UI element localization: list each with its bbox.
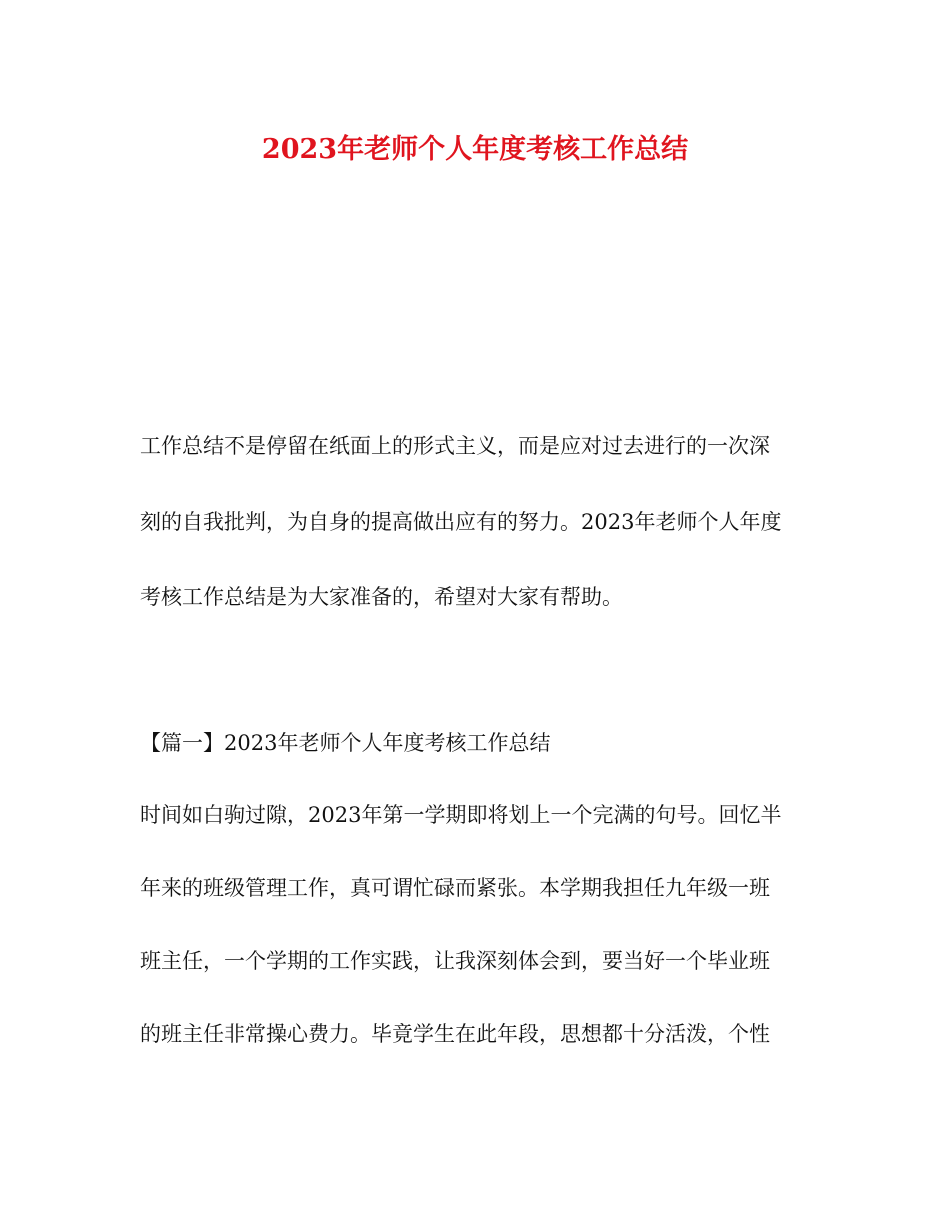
body-line: 年来的班级管理工作，真可谓忙碌而紧张。本学期我担任九年级一班	[140, 876, 770, 900]
body-line: 的班主任非常操心费力。毕竟学生在此年段，思想都十分活泼，个性	[140, 1022, 770, 1046]
body-line: 时间如白驹过隙，2023年第一学期即将划上一个完满的句号。回忆半	[140, 803, 782, 827]
intro-line: 考核工作总结是为大家准备的，希望对大家有帮助。	[140, 585, 623, 609]
section-heading: 【篇一】2023年老师个人年度考核工作总结	[140, 731, 551, 755]
body-line: 班主任，一个学期的工作实践，让我深刻体会到，要当好一个毕业班	[140, 949, 770, 973]
intro-line: 刻的自我批判，为自身的提高做出应有的努力。2023年老师个人年度	[140, 510, 782, 534]
document-title: 2023年老师个人年度考核工作总结	[261, 134, 689, 165]
intro-line: 工作总结不是停留在纸面上的形式主义，而是应对过去进行的一次深	[140, 434, 770, 458]
